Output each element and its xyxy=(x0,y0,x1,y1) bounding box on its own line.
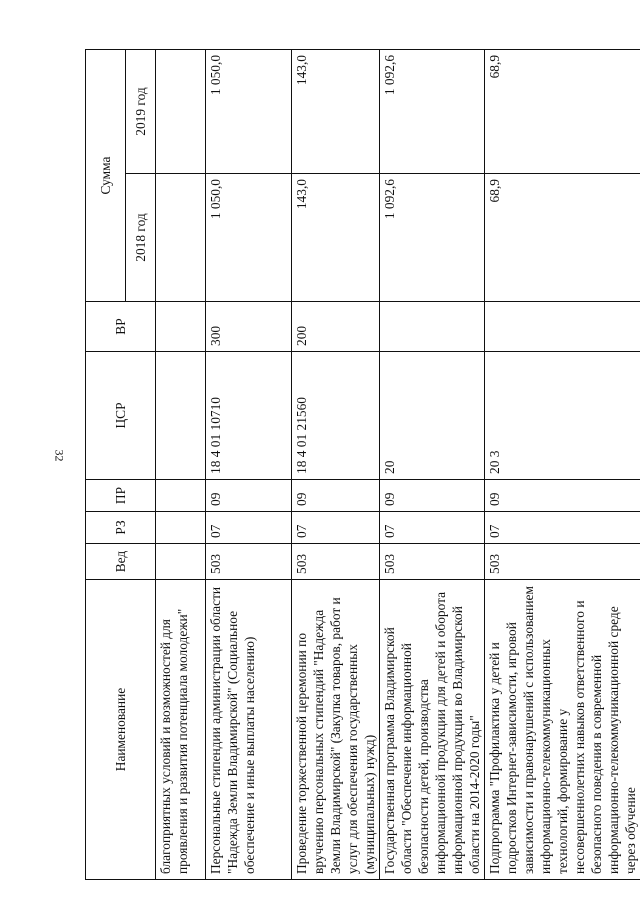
row-ved: 503 xyxy=(485,544,640,580)
row-rz: 07 xyxy=(292,512,380,544)
row-pr: 09 xyxy=(206,480,292,512)
row-sum-2019: 143,0 xyxy=(292,49,380,173)
header-year-2019: 2019 год xyxy=(126,49,156,173)
table-row xyxy=(380,49,485,879)
row-vr xyxy=(380,302,485,352)
header-rz: РЗ xyxy=(86,512,156,544)
budget-table xyxy=(85,49,640,880)
header-name: Наименование xyxy=(86,580,156,880)
header-year-2018: 2018 год xyxy=(126,174,156,302)
row-rz: 07 xyxy=(206,512,292,544)
row-sum-2018: 68,9 xyxy=(485,174,640,302)
table-row xyxy=(206,49,292,879)
rotated-table-container xyxy=(85,50,638,880)
row-sum-2019: 1 050,0 xyxy=(206,49,292,173)
row-sum-2019: 1 092,6 xyxy=(380,49,485,173)
row-ved: 503 xyxy=(292,544,380,580)
row-sum-2018: 1 092,6 xyxy=(380,174,485,302)
header-ved: Вед xyxy=(86,544,156,580)
table-row xyxy=(156,49,206,879)
row-pr: 09 xyxy=(380,480,485,512)
row-name: Государственная программа Владимирской области "Обеспечение информационной безопасности детей, производства информационной продукции для детей и оборота информационной продукции во Владимирской области на 2014-2020 годы" xyxy=(380,580,485,880)
row-name: Подпрограмма "Профилактика у детей и подростков Интернет-зависимости, игровой зависимости и правонарушений с использованием информационно-телекоммуникационных технологий, формирование у несовершеннолетних навыков ответственного и безопасного поведения в современной информационно-телекоммуникационной среде через обучение xyxy=(485,580,640,880)
row-sum-2018 xyxy=(156,174,206,302)
row-name: благоприятных условий и возможностей для проявления и развития потенциала молодежи" xyxy=(156,580,206,880)
row-csr: 20 xyxy=(380,352,485,480)
row-csr: 20 3 xyxy=(485,352,640,480)
header-row xyxy=(86,49,126,879)
row-vr: 300 xyxy=(206,302,292,352)
row-csr: 18 4 01 10710 xyxy=(206,352,292,480)
row-ved: 503 xyxy=(380,544,485,580)
row-vr xyxy=(156,302,206,352)
header-sum: Сумма xyxy=(86,49,126,301)
row-pr: 09 xyxy=(485,480,640,512)
header-pr: ПР xyxy=(86,480,156,512)
row-sum-2019: 68,9 xyxy=(485,49,640,173)
row-rz: 07 xyxy=(485,512,640,544)
row-rz xyxy=(156,512,206,544)
row-name: Проведение торжественной церемонии по вручению персональных стипендий "Надежда Земли Владимирской" (Закупка товаров, работ и услуг для обеспечения государственных (муниципальных) нужд) xyxy=(292,580,380,880)
row-vr: 200 xyxy=(292,302,380,352)
row-name: Персональные стипендии администрации области "Надежда Земли Владимирской" (Социальное обеспечение и иные выплаты населению) xyxy=(206,580,292,880)
page-number: 32 xyxy=(52,449,67,462)
row-vr xyxy=(485,302,640,352)
row-sum-2018: 1 050,0 xyxy=(206,174,292,302)
row-sum-2019 xyxy=(156,49,206,173)
row-rz: 07 xyxy=(380,512,485,544)
row-ved: 503 xyxy=(206,544,292,580)
header-vr: ВР xyxy=(86,302,156,352)
row-pr xyxy=(156,480,206,512)
header-csr: ЦСР xyxy=(86,352,156,480)
row-pr: 09 xyxy=(292,480,380,512)
row-csr xyxy=(156,352,206,480)
table-row xyxy=(485,49,640,879)
table-row xyxy=(292,49,380,879)
row-sum-2018: 143,0 xyxy=(292,174,380,302)
row-ved xyxy=(156,544,206,580)
row-csr: 18 4 01 21560 xyxy=(292,352,380,480)
